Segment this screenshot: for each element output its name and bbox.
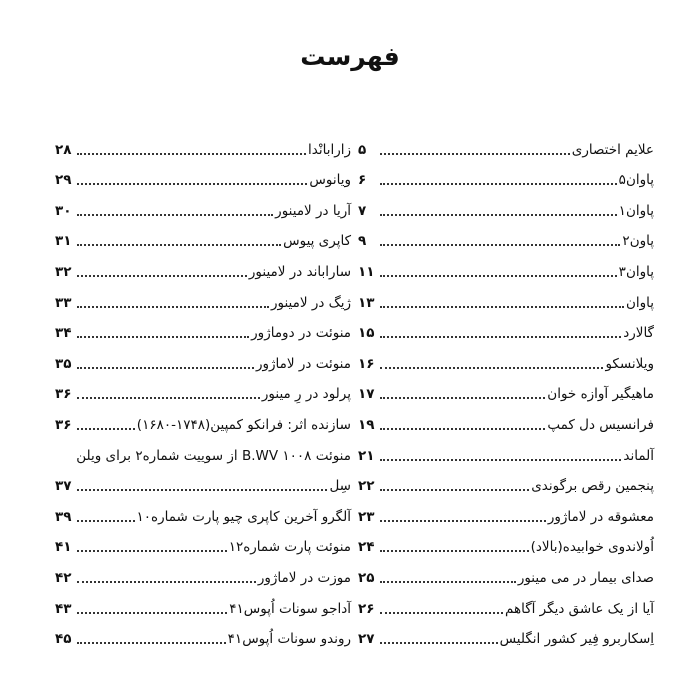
dot-leader bbox=[77, 183, 307, 185]
toc-entry-title: پاوان۱ bbox=[618, 202, 654, 219]
toc-entry-page-number: ۴۵ bbox=[55, 631, 72, 648]
toc-entry bbox=[55, 314, 351, 345]
toc-entry bbox=[55, 375, 351, 406]
toc-entry bbox=[358, 436, 654, 467]
toc-entry bbox=[358, 405, 654, 436]
dot-leader bbox=[380, 459, 621, 461]
dot-leader bbox=[77, 397, 260, 399]
toc-entry-title: سِل bbox=[329, 478, 351, 495]
dot-leader bbox=[77, 244, 281, 246]
toc-entry bbox=[358, 314, 654, 345]
dot-leader bbox=[77, 642, 226, 644]
toc-entry bbox=[358, 130, 654, 161]
toc-entry bbox=[358, 589, 654, 620]
dot-leader bbox=[77, 612, 227, 614]
toc-entry-title: آلگرو آخرین کاپری چیو پارت شماره۱۰ bbox=[136, 508, 351, 525]
toc-entry bbox=[55, 497, 351, 528]
toc-entry-page-number: ۱۹ bbox=[358, 416, 375, 433]
toc-entry-title: معشوقه در لاماژور bbox=[547, 508, 654, 525]
toc-entry-title: زارابانْدا bbox=[307, 141, 351, 158]
toc-entry-page-number: ۳۰ bbox=[55, 202, 72, 219]
toc-entry bbox=[358, 558, 654, 589]
dot-leader bbox=[77, 550, 227, 552]
toc-entry-title: روندو سونات اُپوس۴۱ bbox=[227, 631, 351, 648]
toc-entry-page-number: ۱۷ bbox=[358, 386, 375, 403]
toc-entry-page-number: ۲۴ bbox=[358, 539, 375, 556]
toc-entry-page-number: ۳۴ bbox=[55, 325, 72, 342]
toc-entry-page-number: ۱۱ bbox=[358, 263, 375, 280]
toc-entry-title: ماهیگیر آوازه خوان bbox=[547, 386, 654, 403]
dot-leader bbox=[380, 428, 545, 430]
dot-leader bbox=[380, 153, 570, 155]
toc-entry bbox=[358, 161, 654, 192]
toc-entry-title: ساراباند در لامینور bbox=[248, 263, 351, 280]
toc-entry-title: فرانسیس دل کمپ bbox=[547, 416, 654, 433]
toc-entry bbox=[358, 467, 654, 498]
toc-entry-page-number: ۳۲ bbox=[55, 263, 72, 280]
toc-entry-title: پرلود در رِ مینور bbox=[261, 386, 351, 403]
toc-entry-page-number: ۳۶ bbox=[55, 416, 72, 433]
toc-entry-page-number: ۲۱ bbox=[358, 447, 375, 464]
toc-entry-page-number: ۳۶ bbox=[55, 386, 72, 403]
toc-entry bbox=[55, 467, 351, 498]
page-title: فهرست bbox=[300, 42, 400, 71]
toc-entry-page-number: ۴۲ bbox=[55, 569, 72, 586]
toc-entry-title: پاوان۵ bbox=[618, 172, 654, 189]
toc-entry-page-number: ۲۶ bbox=[358, 600, 375, 617]
dot-leader bbox=[380, 244, 620, 246]
toc-entry-title: اِسکاربرو فِیر کشور انگلیس bbox=[499, 631, 654, 648]
dot-leader bbox=[380, 306, 624, 308]
toc-entry-page-number: ۴۳ bbox=[55, 600, 72, 617]
toc-entry bbox=[55, 589, 351, 620]
toc-entry bbox=[358, 344, 654, 375]
toc-entry bbox=[55, 191, 351, 222]
toc-entry bbox=[55, 130, 351, 161]
toc-entry-page-number: ۱۶ bbox=[358, 355, 375, 372]
toc-entry-page-number: ۲۳ bbox=[358, 508, 375, 525]
toc-entry-title: گالارد bbox=[623, 325, 654, 342]
toc-entry-title: پاون۲ bbox=[622, 233, 654, 250]
toc-entry bbox=[55, 620, 351, 651]
dot-leader bbox=[77, 520, 135, 522]
toc-entry-title: آریا در لامینور bbox=[275, 202, 351, 219]
dot-leader bbox=[77, 581, 256, 583]
dot-leader bbox=[77, 153, 306, 155]
toc-entry-page-number: ۲۲ bbox=[358, 478, 375, 495]
toc-entry bbox=[358, 375, 654, 406]
toc-entry bbox=[55, 344, 351, 375]
toc-entry-title: پاوان bbox=[625, 294, 654, 311]
toc-entry bbox=[55, 252, 351, 283]
toc-entry-title: موزت در لاماژور bbox=[257, 569, 351, 586]
dot-leader bbox=[380, 336, 621, 338]
toc-entry bbox=[55, 405, 351, 436]
dot-leader bbox=[380, 214, 617, 216]
dot-leader bbox=[380, 550, 529, 552]
dot-leader bbox=[77, 306, 269, 308]
toc-entry-title: منوئت در دوماژور bbox=[251, 325, 351, 342]
toc-entry bbox=[358, 497, 654, 528]
toc-entry-title: ژیگ در لامینور bbox=[270, 294, 351, 311]
toc-entry-page-number: ۲۵ bbox=[358, 569, 375, 586]
toc-column-right bbox=[358, 130, 654, 650]
toc-entry-page-number: ۵ bbox=[358, 141, 367, 158]
toc-entry bbox=[55, 528, 351, 559]
toc-entry-page-number: ۲۹ bbox=[55, 172, 72, 189]
dot-leader bbox=[380, 612, 503, 614]
toc-entry-page-number: ۳۵ bbox=[55, 355, 72, 372]
toc-entry-title: صدای بیمار در می مینور bbox=[517, 569, 654, 586]
toc-entry-page-number: ۱۵ bbox=[358, 325, 375, 342]
dot-leader bbox=[77, 214, 273, 216]
toc-entry-title: پنجمین رقص برگوندی bbox=[531, 478, 654, 495]
toc-entry-page-number: ۷ bbox=[358, 202, 367, 219]
toc-entry-title: ویلانسکو bbox=[605, 355, 654, 372]
dot-leader bbox=[77, 336, 249, 338]
toc-entry-page-number: ۹ bbox=[358, 233, 367, 250]
toc-entry-page-number: ۳۳ bbox=[55, 294, 72, 311]
toc-entry bbox=[55, 436, 351, 467]
toc-entry-title: منوئت پارت شماره۱۲ bbox=[228, 539, 351, 556]
toc-entry-page-number: ۲۷ bbox=[358, 631, 375, 648]
toc-entry bbox=[55, 558, 351, 589]
toc-entry-page-number: ۳۹ bbox=[55, 508, 72, 525]
toc-entry bbox=[358, 252, 654, 283]
dot-leader bbox=[380, 275, 617, 277]
toc-entry bbox=[55, 283, 351, 314]
toc-entry-title: علایم اختصاری bbox=[571, 141, 654, 158]
toc-entry-page-number: ۱۳ bbox=[358, 294, 375, 311]
dot-leader bbox=[380, 520, 546, 522]
dot-leader bbox=[380, 397, 545, 399]
dot-leader bbox=[77, 275, 247, 277]
dot-leader bbox=[77, 489, 327, 491]
toc-entry-title: منوئت ۱۰۰۸ B.WV از سوییت شماره۲ برای ویلن bbox=[76, 447, 351, 464]
toc-entry-title: ویانوس bbox=[309, 172, 351, 189]
toc-entry-title: اُولاندوی خوابیده(بالاد) bbox=[530, 539, 654, 556]
toc-entry-title: سازنده اثر: فرانکو کمپین(۱۷۴۸-۱۶۸۰) bbox=[136, 416, 351, 433]
dot-leader bbox=[77, 367, 254, 369]
dot-leader bbox=[380, 183, 617, 185]
toc-entry bbox=[55, 222, 351, 253]
toc-column-left bbox=[55, 130, 351, 650]
toc-entry-title: آداجو سونات اُپوس۴۱ bbox=[229, 600, 351, 617]
toc-entry-title: آلماند bbox=[623, 447, 654, 464]
toc-entry bbox=[358, 283, 654, 314]
dot-leader bbox=[380, 581, 516, 583]
dot-leader bbox=[77, 428, 135, 430]
toc-entry bbox=[358, 222, 654, 253]
toc-entry bbox=[358, 528, 654, 559]
dot-leader bbox=[380, 642, 498, 644]
toc-entry-title: کاپری پیوس bbox=[283, 233, 351, 250]
toc-entry-page-number: ۶ bbox=[358, 172, 367, 189]
toc-entry bbox=[55, 161, 351, 192]
toc-entry-page-number: ۳۷ bbox=[55, 478, 72, 495]
toc-entry bbox=[358, 191, 654, 222]
dot-leader bbox=[380, 489, 529, 491]
toc-entry-page-number: ۴۱ bbox=[55, 539, 72, 556]
dot-leader bbox=[380, 367, 603, 369]
toc-entry-page-number: ۲۸ bbox=[55, 141, 72, 158]
toc-entry-title: آیا از یک عاشق دیگر آگاهم bbox=[505, 600, 654, 617]
toc-entry-title: منوئت در لاماژور bbox=[255, 355, 351, 372]
toc-entry-page-number: ۳۱ bbox=[55, 233, 72, 250]
toc-entry bbox=[358, 620, 654, 651]
toc-entry-title: پاوان۳ bbox=[618, 263, 654, 280]
